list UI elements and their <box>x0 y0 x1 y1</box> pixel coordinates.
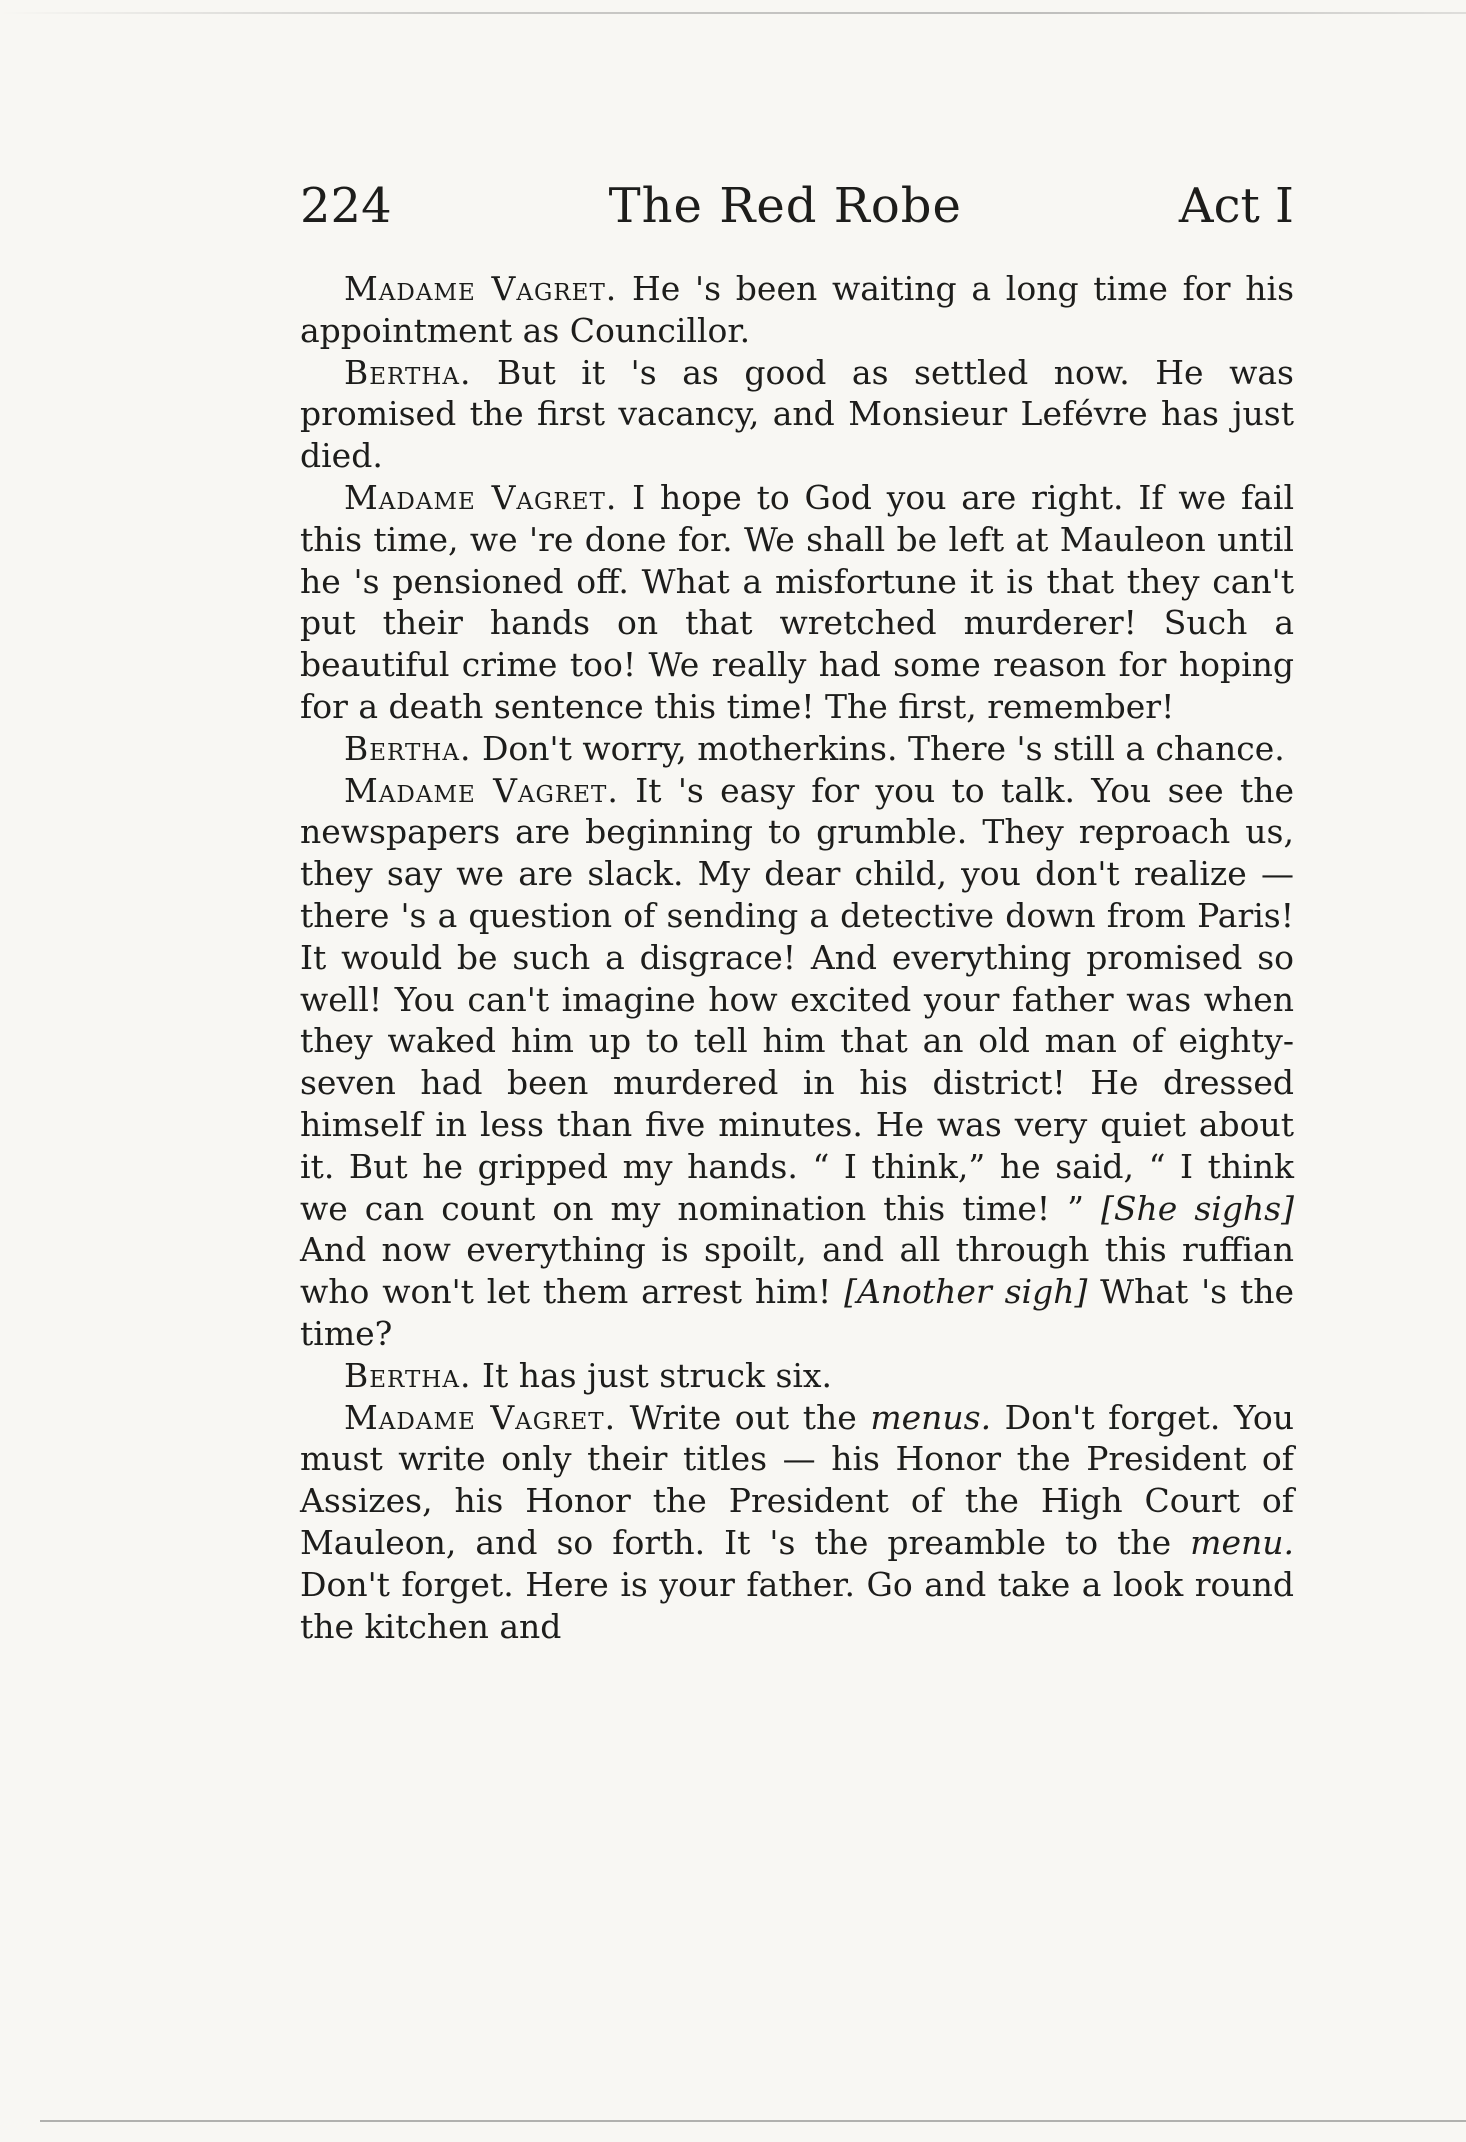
speech-text: It has just struck six. <box>471 1355 833 1395</box>
page-bottom-edge <box>40 2120 1466 2122</box>
page-number: 224 <box>300 178 392 234</box>
speech <box>300 728 1294 770</box>
speaker-name: Madame Vagret. <box>344 477 618 517</box>
book-title: The Red Robe <box>608 178 962 234</box>
speech-text: But it 's as good as settled now. He was promised the first vacancy, and Monsieur Lefévre has just died. <box>300 352 1294 476</box>
page-top-edge <box>0 12 1466 14</box>
running-header <box>300 178 1294 248</box>
speech-text: What 's the time? <box>300 1272 1294 1353</box>
speech <box>300 352 1294 477</box>
stage-direction: [She sighs] <box>1101 1188 1294 1228</box>
speech <box>300 1355 1294 1397</box>
speech-text: Don't worry, motherkins. There 's still a chance. <box>471 728 1285 768</box>
stage-direction: [Another sigh] <box>844 1272 1088 1312</box>
speaker-name: Bertha. <box>344 352 472 392</box>
speaker-name: Madame Vagret. <box>344 269 618 308</box>
speech-text: Don't forget. You must write only their titles — his Honor the President of Assizes, his Honor the President of the High Court of Mauleon, and so forth. It 's the preamble to the <box>300 1397 1295 1562</box>
speech <box>300 477 1294 728</box>
speech-text: He 's been waiting a long time for his appointment as Councillor. <box>300 269 1294 350</box>
speaker-name: Madame Vagret. <box>344 770 619 810</box>
act-label: Act I <box>1178 178 1294 234</box>
speaker-name: Bertha. <box>344 728 472 768</box>
speech-text: And now everything is spoilt, and all through this ruffian who won't let them arrest him! <box>300 1230 1294 1312</box>
speaker-name: Bertha. <box>344 1355 472 1395</box>
speech <box>300 268 1294 352</box>
emphasized-word: menu. <box>1190 1522 1294 1562</box>
speech <box>300 1397 1294 1648</box>
speech-text: I hope to God you are right. If we fail this time, we 're done for. We shall be left at Mauleon until he 's pensioned off. What a misfortune it is that they can't put their hands on that wretched murderer! Such a beautiful crime too! We really had some reason for hoping for a death sentence this time! The first, remember! <box>300 477 1294 726</box>
speech-text: Write out the <box>616 1397 871 1437</box>
speech-text: Don't forget. Here is your father. Go and take a look round the kitchen and <box>300 1564 1294 1646</box>
speech-text: It 's easy for you to talk. You see the newspapers are beginning to grumble. They reproach us, they say we are slack. My dear child, you don't realize — there 's a question of sending a detective down from Paris! It would be such a disgrace! And everything promised so well! You can't imagine how excited your father was when they waked him up to tell him that an old man of eighty-seven had been murdered in his district! He dressed himself in less than five minutes. He was very quiet about it. But he gripped my hands. “ I think,” he said, “ I think we can count on my nomination this time! ” <box>300 770 1294 1228</box>
speech <box>300 770 1294 1355</box>
speaker-name: Madame Vagret. <box>344 1397 617 1437</box>
emphasized-word: menus. <box>870 1397 992 1437</box>
body-text <box>300 268 1294 1647</box>
